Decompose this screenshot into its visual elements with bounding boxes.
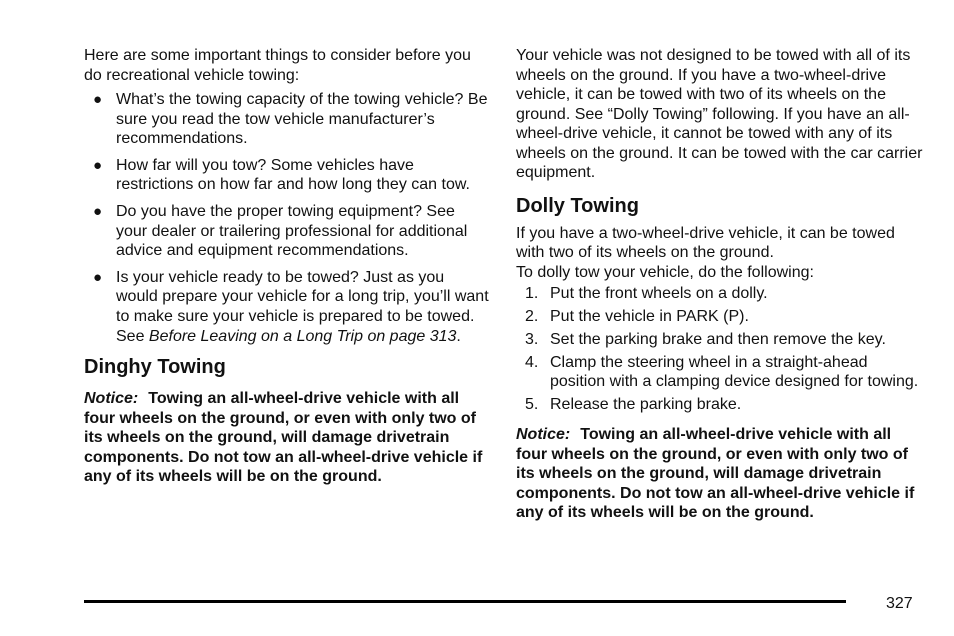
list-item-text: How far will you tow? Some vehicles have restrictions on how far and how long they can tow. xyxy=(116,156,470,194)
step-number: 3. xyxy=(525,331,539,348)
notice-paragraph xyxy=(84,389,489,487)
list-item xyxy=(84,268,489,346)
notice-label: Notice: xyxy=(516,426,571,443)
intro-paragraph: Your vehicle was not designed to be towed with all of its wheels on the ground. If you have a two-wheel-drive vehicle, it can be towed with two of its wheels on the ground. See “Dolly Towing” following. If you have an all-wheel-drive vehicle, it cannot be towed with any of its wheels on the ground. It can be towed with the car carrier equipment. xyxy=(516,47,923,181)
list-item-text: What’s the towing capacity of the towing vehicle? Be sure you read the tow vehicle manufacturer’s recommendations. xyxy=(116,91,488,148)
step-text: Clamp the steering wheel in a straight-ahead position with a clamping device designed for towing. xyxy=(550,354,919,390)
right-column xyxy=(516,46,926,523)
dolly-paragraph: If you have a two-wheel-drive vehicle, it can be towed with two of its wheels on the ground. xyxy=(516,224,895,261)
intro-paragraph: Here are some important things to consider before you do recreational vehicle towing: xyxy=(84,47,471,84)
step-item xyxy=(516,353,926,391)
step-text: Release the parking brake. xyxy=(550,396,742,413)
bullet-icon: ● xyxy=(93,156,103,174)
step-item xyxy=(516,284,926,303)
list-item-text: Is your vehicle ready to be towed? Just as you would prepare your vehicle for a long trip, you’ll want to make sure your vehicle is prepared to be towed. See xyxy=(116,268,489,345)
step-text: Put the front wheels on a dolly. xyxy=(550,285,768,302)
step-text: Set the parking brake and then remove the key. xyxy=(550,331,886,348)
considerations-list xyxy=(84,90,489,346)
list-item-text: Do you have the proper towing equipment? See your dealer or trailering professional for additional advice and equipment recommendations. xyxy=(116,202,468,260)
bullet-icon: ● xyxy=(93,91,103,108)
step-item xyxy=(516,395,926,414)
bullet-icon: ● xyxy=(93,202,103,220)
list-item xyxy=(84,90,489,149)
dolly-towing-heading: Dolly Towing xyxy=(516,194,639,217)
notice-text: Towing an all-wheel-drive vehicle with all four wheels on the ground, or even with only two of its wheels on the ground, will damage drivetrain components. Do not tow an all-wheel-drive vehicle if any of its wheels will be on the ground. xyxy=(516,426,915,521)
notice-text: Towing an all-wheel-drive vehicle with all four wheels on the ground, or even with only two of its wheels on the ground, will damage drivetrain components. Do not tow an all-wheel-drive vehicle if any of its wheels will be on the ground. xyxy=(84,390,483,486)
notice-label: Notice: xyxy=(84,390,139,408)
step-item xyxy=(516,330,926,349)
step-number: 2. xyxy=(525,308,539,325)
step-item xyxy=(516,307,926,326)
dinghy-towing-heading: Dinghy Towing xyxy=(84,356,226,379)
cross-reference: Before Leaving on a Long Trip on page 313 xyxy=(148,327,457,345)
list-item xyxy=(84,202,489,261)
step-number: 4. xyxy=(525,354,539,371)
step-text: Put the vehicle in PARK (P). xyxy=(550,308,749,325)
dolly-instructions-lead: To dolly tow your vehicle, do the following: xyxy=(516,263,814,281)
list-item-text-end: . xyxy=(456,327,461,345)
page-number: 327 xyxy=(886,595,913,612)
step-number: 5. xyxy=(525,396,539,413)
dolly-steps-list xyxy=(516,284,926,414)
list-item xyxy=(84,156,489,195)
step-number: 1. xyxy=(525,285,539,302)
footer-rule xyxy=(84,600,846,603)
left-column xyxy=(84,46,489,487)
notice-paragraph xyxy=(516,425,926,523)
bullet-icon: ● xyxy=(93,268,103,286)
